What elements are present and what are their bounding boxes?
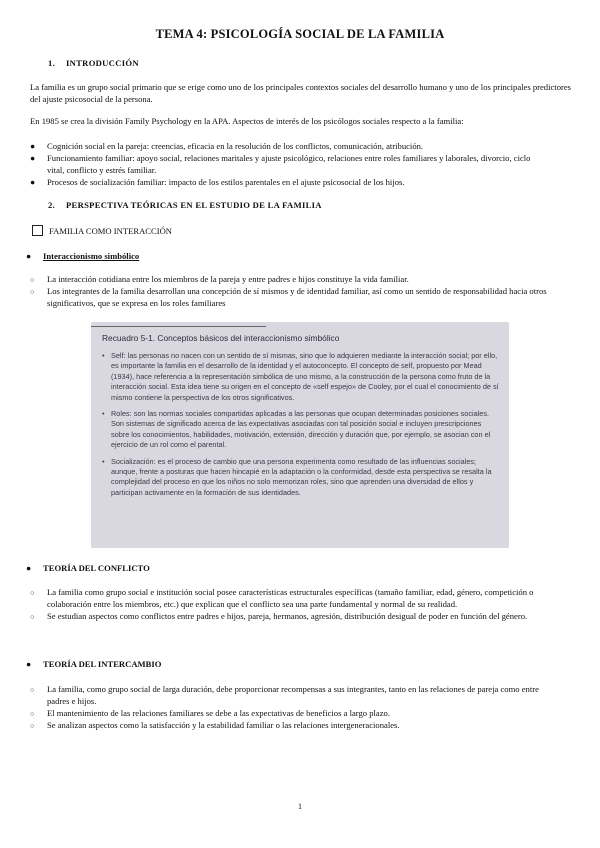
figure-rule [91, 326, 266, 327]
circle-bullet-icon: ○ [30, 686, 35, 694]
list-item: ○ Los integrantes de la familia desarrollan una concepción de sí mismos y de identidad familiar, así como un sentido de responsabilidad hacia otros significativos, que se expresa en los roles familiares [30, 286, 547, 308]
list-item: ○ Se analizan aspectos como la satisfacción y la estabilidad familiar o las relaciones intergeneracionales. [30, 720, 400, 730]
bullet-dot-icon: ● [26, 563, 32, 573]
bullet-dot-icon: ● [30, 141, 36, 151]
intro-bullet-list [30, 140, 550, 188]
circle-bullet-icon: ○ [30, 722, 35, 730]
list-item: • Self: las personas no nacen con un sentido de sí mismas, sino que lo adquieren mediante la interacción social; por ello, es importante la familia en el desarrollo de la identidad y el autoconcepto. El concepto de self, propuesto por Mead (1934), hace referencia a la representación simbólica de uno mismo, a la construcción de la persona como fruto de la interacción social. Esta idea tiene su origen en el concepto de «self espejo» de Cooley, por el cual el conocimiento de sí mismo contiene la perspectiva de los otros significativos. [102, 351, 499, 402]
section-label: INTRODUCCIÓN [66, 58, 139, 68]
bullet-dot-icon: ● [26, 251, 32, 261]
bullet-dot-icon: • [102, 351, 105, 360]
bullet-dot-icon: ● [30, 153, 36, 163]
document-title: TEMA 4: PSICOLOGÍA SOCIAL DE LA FAMILIA [155, 27, 445, 41]
list-item: ○ Se estudian aspectos como conflictos entre padres e hijos, pareja, hermanos, agresión, distribución desigual de poder en función del género. [30, 611, 528, 621]
circle-bullet-icon: ○ [30, 613, 35, 621]
list-item: ● Procesos de socialización familiar: impacto de los estilos parentales en el ajuste psicosocial de los hijos. [30, 177, 405, 187]
family-interaction-heading: FAMILIA COMO INTERACCIÓN [32, 225, 172, 236]
intro-paragraph-1: La familia es un grupo social primario que se erige como uno de los principales contextos sociales del desarrollo humano y uno de los principales predictores del ajuste psicosocial de la persona. [30, 82, 572, 104]
section-heading-introduccion [48, 58, 139, 68]
exchange-list [30, 683, 550, 731]
conflict-heading: ● TEORÍA DEL CONFLICTO [26, 563, 150, 573]
symbolic-list [30, 273, 550, 309]
list-item: • Socialización: es el proceso de cambio que una persona experimenta como resultado de las influencias sociales; aunque, frente a posturas que hacen hincapié en la adaptación o la conformidad, desde esta perspectiva se resalta la complejidad del proceso en que los niños no solo memorizan roles, sino que aprenden una diversidad de ellos y participan activamente en la formación de sus identidades. [102, 456, 492, 497]
list-item: ○ La familia, como grupo social de larga duración, debe proporcionar recompensas a sus integrantes, tanto en las relaciones de pareja como entre padres e hijos. [30, 684, 539, 706]
section-heading-perspectivas [48, 200, 322, 210]
circle-bullet-icon: ○ [30, 288, 35, 296]
list-item: ○ La familia como grupo social e institución social posee características estructurales específicas (tamaño familiar, edad, género, competición o colaboración entre los miembros, etc.) que explican que el conflicto sea una parte fundamental y normal de su realidad. [30, 587, 534, 609]
section-number: 2. [48, 200, 56, 210]
circle-bullet-icon: ○ [30, 589, 35, 597]
bullet-dot-icon: ● [30, 177, 36, 187]
figure-title: Recuadro 5-1. Conceptos básicos del interaccionismo simbólico [102, 333, 340, 343]
intro-paragraph-2: En 1985 se crea la división Family Psychology en la APA. Aspectos de interés de los psicólogos sociales respecto a la familia: [30, 116, 464, 126]
concepts-figure [91, 322, 509, 548]
section-label: PERSPECTIVA TEÓRICAS EN EL ESTUDIO DE LA FAMILIA [66, 200, 322, 210]
conflict-list [30, 586, 550, 622]
bullet-dot-icon: • [102, 409, 105, 419]
list-item: ○ El mantenimiento de las relaciones familiares se debe a las expectativas de beneficios a largo plazo. [30, 708, 390, 718]
section-number: 1. [48, 58, 56, 68]
page-number: 1 [298, 802, 302, 811]
bullet-dot-icon: • [102, 456, 105, 466]
list-item: ● Cognición social en la pareja: creencias, eficacia en la resolución de los conflictos, comunicación, atribución. [30, 141, 424, 151]
figure-list [102, 351, 500, 504]
exchange-heading: ● TEORÍA DEL INTERCAMBIO [26, 659, 162, 669]
list-item: ○ La interacción cotidiana entre los miembros de la pareja y entre padres e hijos constituye la vida familiar. [30, 274, 409, 284]
circle-bullet-icon: ○ [30, 710, 35, 718]
circle-bullet-icon: ○ [30, 276, 35, 284]
checkbox-icon [32, 225, 43, 236]
list-item: • Roles: son las normas sociales compartidas aplicadas a las personas que ocupan determinadas posiciones sociales. Son sistemas de significado acerca de las expectativas asociadas con tal posición social e incluyen prescripciones sobre los conocimientos, habilidades, motivación, extensión, dirección y duración que, por ejemplo, se asocian con el ejercicio de un rol como el parental. [102, 409, 491, 450]
symbolic-heading: ● Interaccionismo simbólico [26, 251, 140, 261]
bullet-dot-icon: ● [26, 659, 32, 669]
list-item: ● Funcionamiento familiar: apoyo social, relaciones maritales y ajuste psicológico, relaciones entre roles familiares y laborales, divorcio, ciclo vital, conflicto y estrés familiar. [30, 153, 531, 175]
